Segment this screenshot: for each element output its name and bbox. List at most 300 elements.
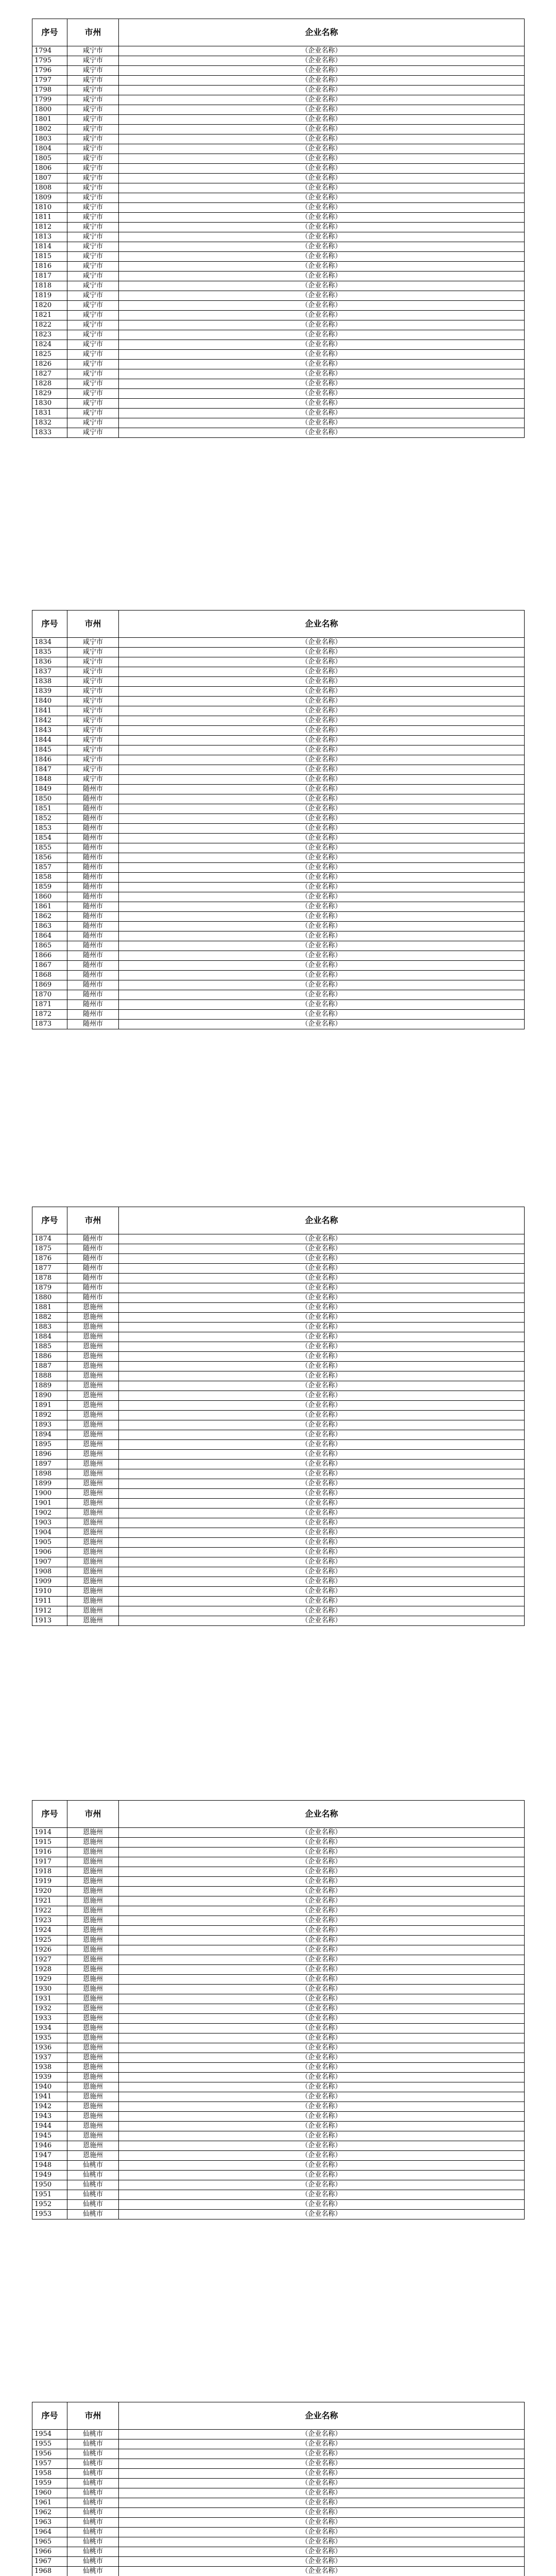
table-row bbox=[32, 340, 525, 350]
table-row bbox=[32, 1293, 525, 1303]
cell-city: 咸宁市 bbox=[67, 66, 119, 76]
cell-serial-no: 1856 bbox=[32, 853, 67, 863]
cell-city: 恩施州 bbox=[67, 1420, 119, 1430]
cell-serial-no: 1964 bbox=[32, 2528, 67, 2537]
cell-city: 咸宁市 bbox=[67, 46, 119, 56]
cell-serial-no: 1879 bbox=[32, 1283, 67, 1293]
table-row bbox=[32, 1244, 525, 1254]
cell-serial-no: 1842 bbox=[32, 716, 67, 726]
cell-serial-no: 1815 bbox=[32, 252, 67, 262]
cell-city: 随州市 bbox=[67, 1274, 119, 1283]
cell-company-name: （企业名称） bbox=[119, 804, 525, 814]
table-row bbox=[32, 2180, 525, 2190]
table-row bbox=[32, 1430, 525, 1440]
cell-city: 咸宁市 bbox=[67, 360, 119, 369]
cell-city: 咸宁市 bbox=[67, 765, 119, 775]
cell-serial-no: 1873 bbox=[32, 1020, 67, 1029]
table-row bbox=[32, 1234, 525, 1244]
table-row bbox=[32, 834, 525, 843]
cell-company-name: （企业名称） bbox=[119, 1848, 525, 1857]
cell-company-name: （企业名称） bbox=[119, 1234, 525, 1244]
cell-serial-no: 1828 bbox=[32, 379, 67, 389]
cell-serial-no: 1859 bbox=[32, 883, 67, 892]
table-row bbox=[32, 2033, 525, 2043]
cell-company-name: （企业名称） bbox=[119, 2518, 525, 2528]
table-row bbox=[32, 1867, 525, 1877]
table-row bbox=[32, 2567, 525, 2576]
cell-company-name: （企业名称） bbox=[119, 745, 525, 755]
table-row bbox=[32, 76, 525, 86]
table-row bbox=[32, 1975, 525, 1985]
cell-serial-no: 1942 bbox=[32, 2102, 67, 2112]
table-row bbox=[32, 1303, 525, 1313]
cell-company-name: （企业名称） bbox=[119, 2161, 525, 2171]
cell-city: 恩施州 bbox=[67, 1479, 119, 1489]
cell-serial-no: 1818 bbox=[32, 281, 67, 291]
cell-serial-no: 1887 bbox=[32, 1362, 67, 1371]
cell-serial-no: 1827 bbox=[32, 369, 67, 379]
cell-serial-no: 1911 bbox=[32, 1597, 67, 1606]
cell-serial-no: 1896 bbox=[32, 1450, 67, 1460]
header-company-name: 企业名称 bbox=[119, 2402, 525, 2430]
cell-serial-no: 1871 bbox=[32, 1000, 67, 1010]
table-row bbox=[32, 183, 525, 193]
cell-city: 恩施州 bbox=[67, 1460, 119, 1469]
table-row bbox=[32, 105, 525, 115]
cell-city: 恩施州 bbox=[67, 2004, 119, 2014]
table-row bbox=[32, 154, 525, 164]
table-row bbox=[32, 736, 525, 745]
cell-company-name: （企业名称） bbox=[119, 174, 525, 183]
cell-city: 随州市 bbox=[67, 1020, 119, 1029]
table-row bbox=[32, 883, 525, 892]
cell-serial-no: 1811 bbox=[32, 213, 67, 223]
table-row bbox=[32, 873, 525, 883]
table-row bbox=[32, 824, 525, 834]
table-row bbox=[32, 242, 525, 252]
cell-city: 随州市 bbox=[67, 863, 119, 873]
cell-serial-no: 1932 bbox=[32, 2004, 67, 2014]
cell-company-name: （企业名称） bbox=[119, 2151, 525, 2161]
cell-city: 咸宁市 bbox=[67, 350, 119, 360]
table-row bbox=[32, 2073, 525, 2082]
table-row bbox=[32, 990, 525, 1000]
table-row bbox=[32, 409, 525, 418]
cell-city: 恩施州 bbox=[67, 1906, 119, 1916]
cell-city: 恩施州 bbox=[67, 1489, 119, 1499]
cell-city: 咸宁市 bbox=[67, 726, 119, 736]
cell-city: 咸宁市 bbox=[67, 667, 119, 677]
cell-serial-no: 1820 bbox=[32, 301, 67, 311]
table-row bbox=[32, 892, 525, 902]
table-row bbox=[32, 66, 525, 76]
cell-company-name: （企业名称） bbox=[119, 418, 525, 428]
cell-company-name: （企业名称） bbox=[119, 95, 525, 105]
table-row bbox=[32, 1020, 525, 1029]
cell-city: 咸宁市 bbox=[67, 755, 119, 765]
cell-serial-no: 1893 bbox=[32, 1420, 67, 1430]
cell-serial-no: 1920 bbox=[32, 1887, 67, 1896]
cell-company-name: （企业名称） bbox=[119, 1838, 525, 1848]
cell-city: 随州市 bbox=[67, 794, 119, 804]
table-row bbox=[32, 1945, 525, 1955]
cell-serial-no: 1917 bbox=[32, 1857, 67, 1867]
cell-city: 咸宁市 bbox=[67, 115, 119, 125]
header-city: 市州 bbox=[67, 1801, 119, 1828]
cell-city: 咸宁市 bbox=[67, 369, 119, 379]
cell-serial-no: 1937 bbox=[32, 2053, 67, 2063]
cell-company-name: （企业名称） bbox=[119, 883, 525, 892]
table-row bbox=[32, 971, 525, 980]
cell-serial-no: 1825 bbox=[32, 350, 67, 360]
cell-serial-no: 1850 bbox=[32, 794, 67, 804]
table-row bbox=[32, 2082, 525, 2092]
cell-serial-no: 1860 bbox=[32, 892, 67, 902]
cell-serial-no: 1882 bbox=[32, 1313, 67, 1323]
table-row bbox=[32, 2430, 525, 2439]
cell-serial-no: 1808 bbox=[32, 183, 67, 193]
table-row bbox=[32, 379, 525, 389]
cell-city: 恩施州 bbox=[67, 1557, 119, 1567]
header-serial-no: 序号 bbox=[32, 19, 67, 46]
table-row bbox=[32, 1254, 525, 1264]
cell-serial-no: 1878 bbox=[32, 1274, 67, 1283]
cell-company-name: （企业名称） bbox=[119, 164, 525, 174]
cell-company-name: （企业名称） bbox=[119, 1975, 525, 1985]
cell-company-name: （企业名称） bbox=[119, 1499, 525, 1509]
cell-serial-no: 1884 bbox=[32, 1332, 67, 1342]
table-row bbox=[32, 1926, 525, 1936]
cell-city: 恩施州 bbox=[67, 2122, 119, 2131]
cell-city: 咸宁市 bbox=[67, 320, 119, 330]
cell-city: 咸宁市 bbox=[67, 213, 119, 223]
cell-company-name: （企业名称） bbox=[119, 1293, 525, 1303]
cell-company-name: （企业名称） bbox=[119, 1283, 525, 1293]
table-row bbox=[32, 1906, 525, 1916]
cell-company-name: （企业名称） bbox=[119, 1916, 525, 1926]
cell-serial-no: 1795 bbox=[32, 56, 67, 66]
table-row bbox=[32, 1420, 525, 1430]
cell-serial-no: 1916 bbox=[32, 1848, 67, 1857]
cell-city: 恩施州 bbox=[67, 1313, 119, 1323]
cell-company-name: （企业名称） bbox=[119, 223, 525, 232]
cell-serial-no: 1929 bbox=[32, 1975, 67, 1985]
cell-company-name: （企业名称） bbox=[119, 399, 525, 409]
cell-city: 咸宁市 bbox=[67, 262, 119, 272]
cell-city: 恩施州 bbox=[67, 2141, 119, 2151]
cell-company-name: （企业名称） bbox=[119, 1342, 525, 1352]
cell-company-name: （企业名称） bbox=[119, 951, 525, 961]
cell-company-name: （企业名称） bbox=[119, 667, 525, 677]
cell-serial-no: 1921 bbox=[32, 1896, 67, 1906]
cell-company-name: （企业名称） bbox=[119, 1244, 525, 1254]
cell-serial-no: 1899 bbox=[32, 1479, 67, 1489]
table-row bbox=[32, 648, 525, 657]
table-row bbox=[32, 941, 525, 951]
cell-city: 咸宁市 bbox=[67, 174, 119, 183]
table-row bbox=[32, 1509, 525, 1518]
cell-serial-no: 1865 bbox=[32, 941, 67, 951]
cell-city: 咸宁市 bbox=[67, 134, 119, 144]
table-row bbox=[32, 677, 525, 687]
cell-company-name: （企业名称） bbox=[119, 1010, 525, 1020]
cell-company-name: （企业名称） bbox=[119, 902, 525, 912]
cell-company-name: （企业名称） bbox=[119, 1857, 525, 1867]
table-row bbox=[32, 2102, 525, 2112]
cell-company-name: （企业名称） bbox=[119, 1877, 525, 1887]
cell-serial-no: 1931 bbox=[32, 1994, 67, 2004]
cell-serial-no: 1875 bbox=[32, 1244, 67, 1254]
cell-city: 恩施州 bbox=[67, 2092, 119, 2102]
cell-city: 随州市 bbox=[67, 1283, 119, 1293]
cell-company-name: （企业名称） bbox=[119, 2210, 525, 2219]
cell-company-name: （企业名称） bbox=[119, 2082, 525, 2092]
cell-city: 恩施州 bbox=[67, 1411, 119, 1420]
cell-company-name: （企业名称） bbox=[119, 2102, 525, 2112]
table-row bbox=[32, 2014, 525, 2024]
cell-company-name: （企业名称） bbox=[119, 1000, 525, 1010]
cell-company-name: （企业名称） bbox=[119, 697, 525, 706]
table-row bbox=[32, 2518, 525, 2528]
company-table bbox=[32, 19, 525, 438]
table-row bbox=[32, 726, 525, 736]
cell-city: 仙桃市 bbox=[67, 2488, 119, 2498]
header-city: 市州 bbox=[67, 2402, 119, 2430]
cell-serial-no: 1960 bbox=[32, 2488, 67, 2498]
table-row bbox=[32, 2459, 525, 2469]
cell-serial-no: 1901 bbox=[32, 1499, 67, 1509]
header-serial-no: 序号 bbox=[32, 611, 67, 638]
cell-serial-no: 1961 bbox=[32, 2498, 67, 2508]
cell-city: 恩施州 bbox=[67, 1965, 119, 1975]
cell-company-name: （企业名称） bbox=[119, 1450, 525, 1460]
cell-serial-no: 1837 bbox=[32, 667, 67, 677]
cell-serial-no: 1913 bbox=[32, 1616, 67, 1626]
cell-company-name: （企业名称） bbox=[119, 389, 525, 399]
table-header-row bbox=[32, 611, 525, 638]
cell-serial-no: 1954 bbox=[32, 2430, 67, 2439]
table-row bbox=[32, 1479, 525, 1489]
cell-serial-no: 1885 bbox=[32, 1342, 67, 1352]
table-row bbox=[32, 1391, 525, 1401]
table-row bbox=[32, 1342, 525, 1352]
cell-company-name: （企业名称） bbox=[119, 2053, 525, 2063]
cell-city: 恩施州 bbox=[67, 1548, 119, 1557]
cell-serial-no: 1843 bbox=[32, 726, 67, 736]
cell-city: 恩施州 bbox=[67, 2112, 119, 2122]
table-row bbox=[32, 1587, 525, 1597]
cell-city: 咸宁市 bbox=[67, 223, 119, 232]
cell-city: 恩施州 bbox=[67, 1975, 119, 1985]
cell-serial-no: 1864 bbox=[32, 931, 67, 941]
cell-city: 咸宁市 bbox=[67, 389, 119, 399]
cell-serial-no: 1857 bbox=[32, 863, 67, 873]
cell-company-name: （企业名称） bbox=[119, 1332, 525, 1342]
cell-city: 随州市 bbox=[67, 951, 119, 961]
cell-city: 恩施州 bbox=[67, 2024, 119, 2033]
table-row bbox=[32, 1848, 525, 1857]
table-row bbox=[32, 369, 525, 379]
cell-city: 恩施州 bbox=[67, 1499, 119, 1509]
cell-company-name: （企业名称） bbox=[119, 716, 525, 726]
table-row bbox=[32, 2508, 525, 2518]
table-row bbox=[32, 1985, 525, 1994]
cell-city: 恩施州 bbox=[67, 1616, 119, 1626]
cell-serial-no: 1824 bbox=[32, 340, 67, 350]
cell-city: 咸宁市 bbox=[67, 154, 119, 164]
table-row bbox=[32, 1828, 525, 1838]
table-row bbox=[32, 2043, 525, 2053]
cell-serial-no: 1944 bbox=[32, 2122, 67, 2131]
cell-company-name: （企业名称） bbox=[119, 144, 525, 154]
cell-city: 恩施州 bbox=[67, 1342, 119, 1352]
header-company-name: 企业名称 bbox=[119, 1801, 525, 1828]
cell-city: 随州市 bbox=[67, 941, 119, 951]
cell-company-name: （企业名称） bbox=[119, 1567, 525, 1577]
cell-serial-no: 1832 bbox=[32, 418, 67, 428]
cell-serial-no: 1947 bbox=[32, 2151, 67, 2161]
cell-company-name: （企业名称） bbox=[119, 154, 525, 164]
cell-city: 咸宁市 bbox=[67, 291, 119, 301]
cell-company-name: （企业名称） bbox=[119, 824, 525, 834]
table-row bbox=[32, 961, 525, 971]
cell-company-name: （企业名称） bbox=[119, 2498, 525, 2508]
company-table bbox=[32, 1207, 525, 1626]
cell-city: 恩施州 bbox=[67, 2082, 119, 2092]
cell-company-name: （企业名称） bbox=[119, 1313, 525, 1323]
cell-company-name: （企业名称） bbox=[119, 66, 525, 76]
cell-serial-no: 1862 bbox=[32, 912, 67, 922]
cell-serial-no: 1889 bbox=[32, 1381, 67, 1391]
table-row bbox=[32, 2557, 525, 2567]
cell-company-name: （企业名称） bbox=[119, 863, 525, 873]
table-row bbox=[32, 2479, 525, 2488]
cell-company-name: （企业名称） bbox=[119, 1411, 525, 1420]
cell-city: 恩施州 bbox=[67, 1323, 119, 1332]
cell-city: 恩施州 bbox=[67, 1828, 119, 1838]
cell-company-name: （企业名称） bbox=[119, 1362, 525, 1371]
cell-city: 咸宁市 bbox=[67, 125, 119, 134]
cell-serial-no: 1902 bbox=[32, 1509, 67, 1518]
table-row bbox=[32, 174, 525, 183]
cell-city: 恩施州 bbox=[67, 1896, 119, 1906]
table-row bbox=[32, 1371, 525, 1381]
cell-serial-no: 1799 bbox=[32, 95, 67, 105]
table-row bbox=[32, 311, 525, 320]
cell-serial-no: 1803 bbox=[32, 134, 67, 144]
table-row bbox=[32, 843, 525, 853]
cell-city: 恩施州 bbox=[67, 1528, 119, 1538]
cell-serial-no: 1955 bbox=[32, 2439, 67, 2449]
cell-city: 仙桃市 bbox=[67, 2180, 119, 2190]
cell-city: 咸宁市 bbox=[67, 272, 119, 281]
table-header-row bbox=[32, 2402, 525, 2430]
cell-company-name: （企业名称） bbox=[119, 213, 525, 223]
cell-city: 咸宁市 bbox=[67, 409, 119, 418]
table-row bbox=[32, 638, 525, 648]
cell-company-name: （企业名称） bbox=[119, 2180, 525, 2190]
table-row bbox=[32, 1567, 525, 1577]
cell-city: 仙桃市 bbox=[67, 2210, 119, 2219]
table-row bbox=[32, 951, 525, 961]
cell-company-name: （企业名称） bbox=[119, 961, 525, 971]
header-company-name: 企业名称 bbox=[119, 611, 525, 638]
cell-serial-no: 1938 bbox=[32, 2063, 67, 2073]
table-row bbox=[32, 902, 525, 912]
cell-serial-no: 1912 bbox=[32, 1606, 67, 1616]
cell-city: 咸宁市 bbox=[67, 105, 119, 115]
table-row bbox=[32, 46, 525, 56]
table-row bbox=[32, 1577, 525, 1587]
cell-company-name: （企业名称） bbox=[119, 428, 525, 438]
cell-serial-no: 1905 bbox=[32, 1538, 67, 1548]
cell-company-name: （企业名称） bbox=[119, 1254, 525, 1264]
cell-serial-no: 1876 bbox=[32, 1254, 67, 1264]
table-row bbox=[32, 2092, 525, 2102]
header-serial-no: 序号 bbox=[32, 1801, 67, 1828]
cell-company-name: （企业名称） bbox=[119, 272, 525, 281]
cell-company-name: （企业名称） bbox=[119, 2439, 525, 2449]
cell-city: 恩施州 bbox=[67, 1955, 119, 1965]
cell-city: 恩施州 bbox=[67, 2014, 119, 2024]
cell-serial-no: 1819 bbox=[32, 291, 67, 301]
cell-serial-no: 1908 bbox=[32, 1567, 67, 1577]
cell-company-name: （企业名称） bbox=[119, 2488, 525, 2498]
cell-city: 随州市 bbox=[67, 1010, 119, 1020]
cell-serial-no: 1841 bbox=[32, 706, 67, 716]
table-row bbox=[32, 2004, 525, 2014]
table-header-row bbox=[32, 1207, 525, 1234]
cell-city: 恩施州 bbox=[67, 2102, 119, 2112]
table-row bbox=[32, 922, 525, 931]
cell-city: 随州市 bbox=[67, 1234, 119, 1244]
cell-company-name: （企业名称） bbox=[119, 2469, 525, 2479]
cell-company-name: （企业名称） bbox=[119, 1274, 525, 1283]
table-row bbox=[32, 2112, 525, 2122]
cell-city: 随州市 bbox=[67, 883, 119, 892]
cell-serial-no: 1881 bbox=[32, 1303, 67, 1313]
table-row bbox=[32, 144, 525, 154]
cell-city: 仙桃市 bbox=[67, 2171, 119, 2180]
table-row bbox=[32, 1352, 525, 1362]
cell-company-name: （企业名称） bbox=[119, 2479, 525, 2488]
cell-serial-no: 1900 bbox=[32, 1489, 67, 1499]
cell-company-name: （企业名称） bbox=[119, 2092, 525, 2102]
cell-city: 咸宁市 bbox=[67, 418, 119, 428]
cell-company-name: （企业名称） bbox=[119, 2171, 525, 2180]
cell-serial-no: 1968 bbox=[32, 2567, 67, 2576]
cell-company-name: （企业名称） bbox=[119, 912, 525, 922]
table-row bbox=[32, 2449, 525, 2459]
cell-serial-no: 1846 bbox=[32, 755, 67, 765]
cell-city: 咸宁市 bbox=[67, 281, 119, 291]
cell-company-name: （企业名称） bbox=[119, 1381, 525, 1391]
cell-company-name: （企业名称） bbox=[119, 115, 525, 125]
table-row bbox=[32, 1362, 525, 1371]
cell-company-name: （企业名称） bbox=[119, 1020, 525, 1029]
table-row bbox=[32, 320, 525, 330]
cell-city: 随州市 bbox=[67, 1244, 119, 1254]
table-row bbox=[32, 1010, 525, 1020]
cell-city: 恩施州 bbox=[67, 1577, 119, 1587]
cell-serial-no: 1890 bbox=[32, 1391, 67, 1401]
cell-serial-no: 1946 bbox=[32, 2141, 67, 2151]
cell-serial-no: 1958 bbox=[32, 2469, 67, 2479]
table-row bbox=[32, 2488, 525, 2498]
cell-company-name: （企业名称） bbox=[119, 340, 525, 350]
cell-company-name: （企业名称） bbox=[119, 755, 525, 765]
cell-serial-no: 1800 bbox=[32, 105, 67, 115]
